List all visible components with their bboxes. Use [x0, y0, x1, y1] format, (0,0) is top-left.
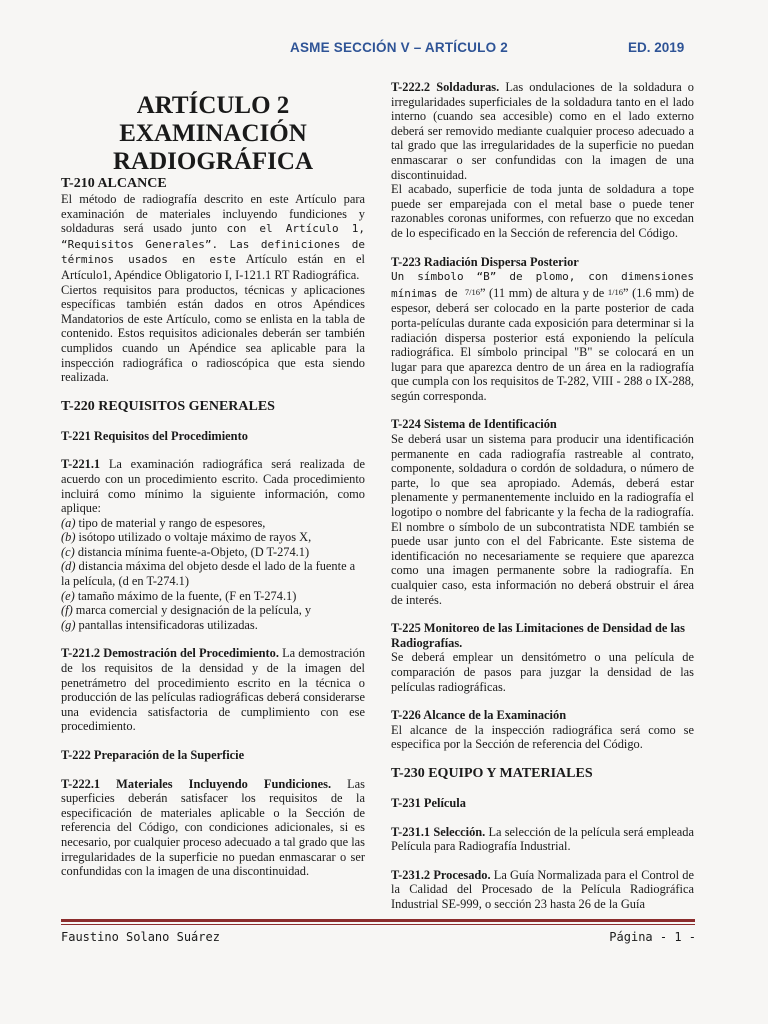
- list-item: (c) distancia mínima fuente-a-Objeto, (D T-274.1): [61, 544, 310, 559]
- subsection-heading-t223: T-223 Radiación Dispersa Posterior: [391, 254, 579, 269]
- paragraph-t225: Se deberá emplear un densitómetro o una película de comparación de pasos para juzgar la densidad de las películas radiográficas.: [391, 650, 694, 694]
- requirements-list: [61, 516, 365, 633]
- paragraph-t222-1: T-222.1 Materiales Incluyendo Fundiciones. Las superficies deberán satisfacer los requisitos de la especificación de materiales aplicable o la Sección de referencia del Código, con condiciones adicionales, si es necesario, por cualquier proceso adecuado a tal grado que las irregularidades de la superficie no puedan enmascarar o ser confundidas con la imagen de una discontinuidad.: [61, 776, 365, 879]
- paragraph-t231-2: T-231.2 Procesado. La Guía Normalizada para el Control de la Calidad del Procesado de la Película Radiográfica Industrial SE-999, o sección 23 hasta 26 de la Guía: [391, 867, 694, 911]
- paragraph-t231-1: T-231.1 Selección. La selección de la película será empleada Película para Radiografía Industrial.: [391, 824, 695, 854]
- list-item: (a) tipo de material y rango de espesores,: [61, 515, 266, 530]
- document-header-edition: ED. 2019: [628, 40, 685, 55]
- paragraph-t222-2: T-222.2 Soldaduras. Las ondulaciones de la soldadura o irregularidades superficiales de la soldadura tanto en el lado interno (cuando sea accesible) como en el lado externo deberá ser removido mediante cualquier proceso adecuado a tal grado que las irregularidades de la superficie no puedan enmascarar o ser confundidas con la imagen de una discontinuidad.: [391, 80, 694, 182]
- article-subtitle-line1: EXAMINACIÓN: [119, 120, 307, 147]
- paragraph-t221-1: T-221.1 La examinación radiográfica será realizada de acuerdo con un procedimiento escrito. Cada procedimiento incluirá como mínimo la siguiente información, como aplique:: [61, 457, 365, 516]
- subsection-heading-t226: T-226 Alcance de la Examinación: [391, 708, 567, 723]
- section-heading-t220: T-220 REQUISITOS GENERALES: [61, 398, 275, 414]
- paragraph-t222-2b: El acabado, superficie de toda junta de soldadura a tope puede ser emparejada con el metal base o puede tener razonables coronas uniformes, con refuerzo que no excedan de lo especificado en la Sección de referencia del Código.: [391, 182, 694, 240]
- list-item: (d) distancia máxima del objeto desde el lado de la fuente a la película, (d en T-274.1): [61, 559, 356, 589]
- document-header-title: ASME SECCIÓN V – ARTÍCULO 2: [290, 40, 508, 55]
- paragraph-t224: Se deberá usar un sistema para producir una identificación permanente en cada radiografía rastreable al contrato, componente, soldadura o cordón de soldadura, o número de parte, lo que sea apropiado. Además, deberá estar plenamente y permanentemente incluido en la radiografía el logotipo o nombre del fabricante y la fecha de la radiografía. El nombre o símbolo de un subcontratista NDE también se puede usar junto con el del Fabricante. Este sistema de identificación no necesariamente se requiere que aparezca como una imagen permanente sobre la radiografía. En cualquier caso, esta información no deberá obstruir el área de interés.: [391, 432, 694, 607]
- subsection-heading-t224: T-224 Sistema de Identificación: [391, 417, 557, 432]
- paragraph-t210-1: El método de radiografía descrito en este Artículo para examinación de materiales incluyendo fundiciones y soldaduras será usado junto con el Artículo 1, “Requisitos Generales”. Las definiciones de términos usados en este Artículo están en el Artículo1, Apéndice Obligatorio I, I-121.1 RT Radiográfica.: [61, 192, 365, 282]
- paragraph-t221-2: T-221.2 Demostración del Procedimiento. La demostración de los requisitos de la densidad y de la imagen del penetrámetro del procedimiento escrito en la técnica o producción de las películas radiográficas deberá considerarse una evidencia satisfactoria de cumplimiento con ese procedimiento.: [61, 646, 366, 734]
- list-item: (g) pantallas intensificadoras utilizadas.: [61, 617, 258, 632]
- list-item: (b) isótopo utilizado o voltaje máximo de rayos X,: [61, 530, 312, 545]
- subsection-heading-t231: T-231 Película: [391, 795, 466, 810]
- footer-page-number: Página - 1 -: [609, 930, 696, 944]
- left-column: [61, 80, 365, 879]
- article-title: ARTÍCULO 2: [136, 92, 290, 119]
- paragraph-t210-2: Ciertos requisitos para productos, técnicas y aplicaciones específicas también están dados en otros Apéndices Mandatorios de este Artículo, como se enlista en la tabla de contenido. Estos requisitos adicionales deberán ser también cumplidos cuando un Apéndice sea aplicable para la inspección radiográfica o radioscópica que esta siendo realizada.: [61, 282, 365, 385]
- list-item: (f) marca comercial y designación de la película, y: [61, 603, 312, 618]
- subsection-heading-t225: T-225 Monitoreo de las Limitaciones de Densidad de las Radiografías.: [391, 621, 685, 650]
- subsection-heading-t222: T-222 Preparación de la Superficie: [61, 748, 245, 762]
- footer-author: Faustino Solano Suárez: [61, 930, 220, 944]
- article-subtitle-line2: RADIOGRÁFICA: [113, 148, 313, 175]
- section-heading-t210: T-210 ALCANCE: [61, 176, 167, 191]
- section-heading-t230: T-230 EQUIPO Y MATERIALES: [391, 765, 593, 781]
- paragraph-t226: El alcance de la inspección radiográfica será como se especifica por la Sección de referencia del Código.: [391, 722, 694, 752]
- footer-rule: [61, 919, 695, 922]
- subsection-heading-t221: T-221 Requisitos del Procedimiento: [61, 428, 248, 443]
- paragraph-t223: Un símbolo “B” de plomo, con dimensiones mínimas de $^{7/16}$” (11 mm) de altura y de $^{1/16}$” (1.6 mm) de espesor, deberá ser colocado en la parte posterior de cada porta-películas durante cada exposición para determinar si la radiación dispersa posterior está exponiendo la película radiográfica. El símbolo principal "B" se colocará en un lugar para que aparezca dentro de un área en la radiografía que cumpla con los requisitos de T-282, VIII - 288 o IX-288, según corresponda.: [391, 270, 694, 403]
- footer-rule-thin: [61, 924, 695, 925]
- right-column: [391, 80, 694, 912]
- list-item: (e) tamaño máximo de la fuente, (F en T-274.1): [61, 588, 297, 603]
